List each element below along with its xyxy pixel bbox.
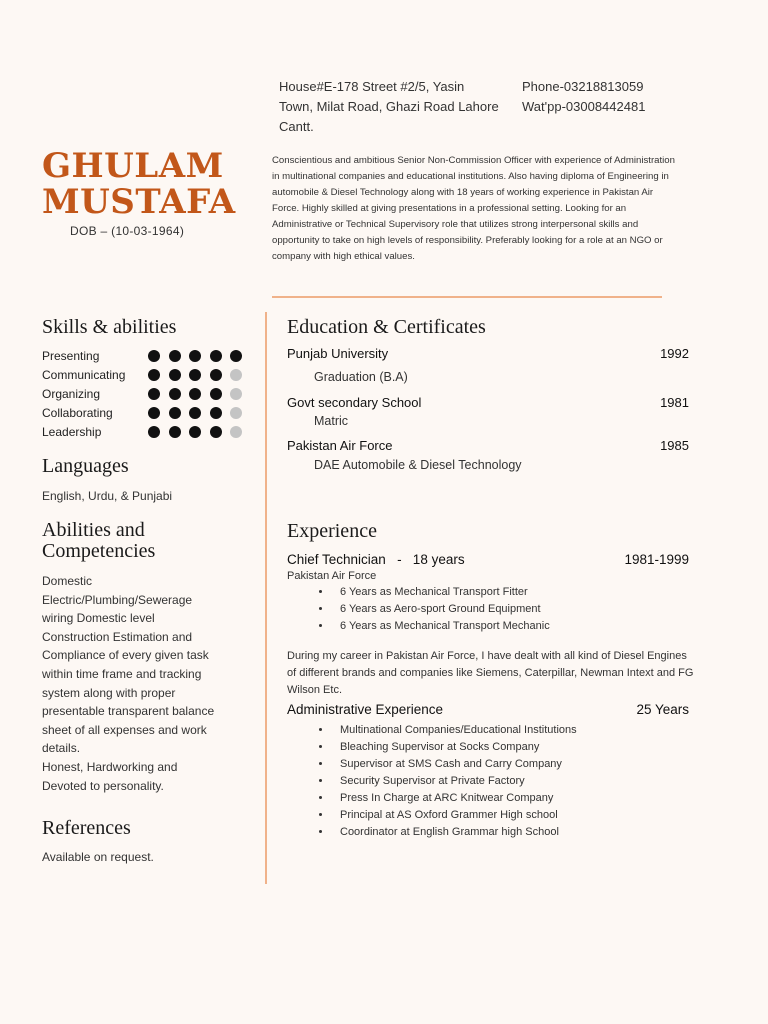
experience-heading: Experience (287, 520, 377, 542)
skill-row (42, 403, 252, 422)
rating-dot-icon (148, 388, 160, 400)
abilities-line: presentable transparent balance (42, 704, 215, 719)
rating-dot-icon (230, 426, 242, 438)
address-line: House#E-178 Street #2/5, Yasin (279, 79, 465, 94)
list-item: • Security Supervisor at Private Factory (332, 773, 689, 790)
abilities-line: Devoted to personality. (42, 778, 164, 793)
address-line: Town, Milat Road, Ghazi Road Lahore (279, 99, 499, 114)
abilities-text (42, 572, 227, 795)
job-role: Chief Technician - 18 years (287, 552, 465, 567)
rating-dot-icon (210, 426, 222, 438)
skill-label: Collaborating (42, 405, 113, 420)
year: 1992 (660, 346, 689, 361)
rating-dot-icon (230, 388, 242, 400)
rating-dot-icon (189, 388, 201, 400)
degree: Graduation (B.A) (314, 370, 408, 384)
rating-dot-icon (148, 369, 160, 381)
first-name: GHULAM (42, 146, 224, 186)
languages-text: English, Urdu, & Punjabi (42, 489, 173, 503)
abilities-heading-line: Abilities and (42, 519, 145, 541)
date-of-birth: DOB – (10-03-1964) (70, 224, 185, 238)
rating-dot-icon (169, 369, 181, 381)
job-entry (287, 552, 689, 635)
skill-rating (148, 407, 251, 419)
skill-row (42, 365, 252, 384)
phone-number: Phone-03218813059 (522, 79, 644, 94)
list-item: • 6 Years as Mechanical Transport Fitter (332, 584, 689, 601)
year: 1981 (660, 395, 689, 410)
contact-phones (522, 77, 722, 117)
list-item: • Coordinator at English Grammar high School (332, 824, 689, 841)
skill-rating (148, 350, 251, 362)
skill-rating (148, 388, 251, 400)
abilities-line: wiring Domestic level (42, 611, 155, 626)
address (279, 77, 519, 137)
abilities-line: details. (42, 741, 81, 756)
skill-row (42, 384, 252, 403)
abilities-heading (42, 520, 242, 562)
languages-heading: Languages (42, 455, 129, 477)
list-item: • 6 Years as Mechanical Transport Mechanic (332, 618, 689, 635)
rating-dot-icon (169, 350, 181, 362)
header-divider (272, 296, 662, 298)
abilities-line: Domestic (42, 574, 93, 588)
candidate-name (42, 148, 236, 220)
abilities-line: system along with proper (42, 685, 176, 700)
rating-dot-icon (169, 407, 181, 419)
job-bullets (287, 584, 689, 635)
rating-dot-icon (148, 350, 160, 362)
rating-dot-icon (210, 388, 222, 400)
abilities-line: sheet of all expenses and work (42, 722, 207, 737)
list-item: • Press In Charge at ARC Knitwear Company (332, 790, 689, 807)
rating-dot-icon (148, 407, 160, 419)
skill-row (42, 346, 252, 365)
abilities-heading-line: Competencies (42, 540, 156, 562)
abilities-line: within time frame and tracking (42, 666, 202, 681)
list-item: • Multinational Companies/Educational Institutions (332, 722, 689, 739)
list-item: • Principal at AS Oxford Grammer High school (332, 807, 689, 824)
skill-label: Presenting (42, 348, 100, 363)
list-item: • Bleaching Supervisor at Socks Company (332, 739, 689, 756)
rating-dot-icon (169, 388, 181, 400)
abilities-line: Construction Estimation and (42, 629, 193, 644)
education-item (287, 438, 689, 472)
abilities-line: Honest, Hardworking and (42, 759, 178, 774)
job-role: Administrative Experience (287, 702, 444, 717)
rating-dot-icon (210, 407, 222, 419)
rating-dot-icon (230, 350, 242, 362)
year: 1985 (660, 438, 689, 453)
last-name: MUSTAFA (42, 182, 236, 222)
institution: Pakistan Air Force (287, 438, 393, 453)
rating-dot-icon (189, 369, 201, 381)
references-text: Available on request. (42, 850, 154, 864)
rating-dot-icon (210, 369, 222, 381)
profile-summary: Conscientious and ambitious Senior Non-Commission Officer with experience of Administration in multinational companies and educational institutions. Also having diploma of Engineering in automobile & Diesel Technology along with 18 years of working experience in Pakistan Air Force. Highly skilled at giving presentations in a professional setting. Looking for an Administrative or Technical Supervisory role that utilizes strong interpersonal skills and opportunity to take on high levels of responsibility. Preferably looking for a role at an NGO or company with high ethical values. (272, 155, 675, 262)
experience-paragraph: During my career in Pakistan Air Force, I have dealt with all kind of Diesel Engines of different brands and companies like Siemens, Caterpillar, Newman Intext and FG Wilson Etc. (287, 650, 694, 696)
skill-row (42, 422, 252, 441)
rating-dot-icon (148, 426, 160, 438)
job-organization: Pakistan Air Force (287, 570, 377, 582)
rating-dot-icon (169, 426, 181, 438)
job-entry (287, 702, 689, 841)
degree: Matric (314, 414, 349, 428)
degree: DAE Automobile & Diesel Technology (314, 458, 522, 472)
education-item (287, 346, 689, 395)
rating-dot-icon (210, 350, 222, 362)
job-period: 1981-1999 (624, 552, 689, 567)
abilities-line: Electric/Plumbing/Sewerage (42, 592, 193, 607)
institution: Govt secondary School (287, 395, 422, 410)
skills-list (42, 346, 252, 441)
education-list (287, 346, 689, 472)
job-bullets (287, 722, 689, 841)
skill-rating (148, 369, 251, 381)
address-line: Cantt. (279, 119, 314, 134)
skill-label: Leadership (42, 424, 102, 439)
references-heading: References (42, 817, 131, 839)
rating-dot-icon (189, 350, 201, 362)
skill-label: Communicating (42, 367, 126, 382)
education-item (287, 395, 689, 438)
whatsapp-number: Wat'pp-03008442481 (522, 99, 646, 114)
abilities-line: Compliance of every given task (42, 648, 209, 663)
skills-heading: Skills & abilities (42, 316, 177, 338)
education-heading: Education & Certificates (287, 316, 486, 338)
column-divider (265, 312, 267, 884)
list-item: • Supervisor at SMS Cash and Carry Company (332, 756, 689, 773)
skill-rating (148, 426, 251, 438)
list-item: • 6 Years as Aero-sport Ground Equipment (332, 601, 689, 618)
rating-dot-icon (230, 369, 242, 381)
institution: Punjab University (287, 346, 389, 361)
rating-dot-icon (189, 426, 201, 438)
skill-label: Organizing (42, 386, 101, 401)
rating-dot-icon (230, 407, 242, 419)
job-period: 25 Years (636, 702, 689, 717)
rating-dot-icon (189, 407, 201, 419)
